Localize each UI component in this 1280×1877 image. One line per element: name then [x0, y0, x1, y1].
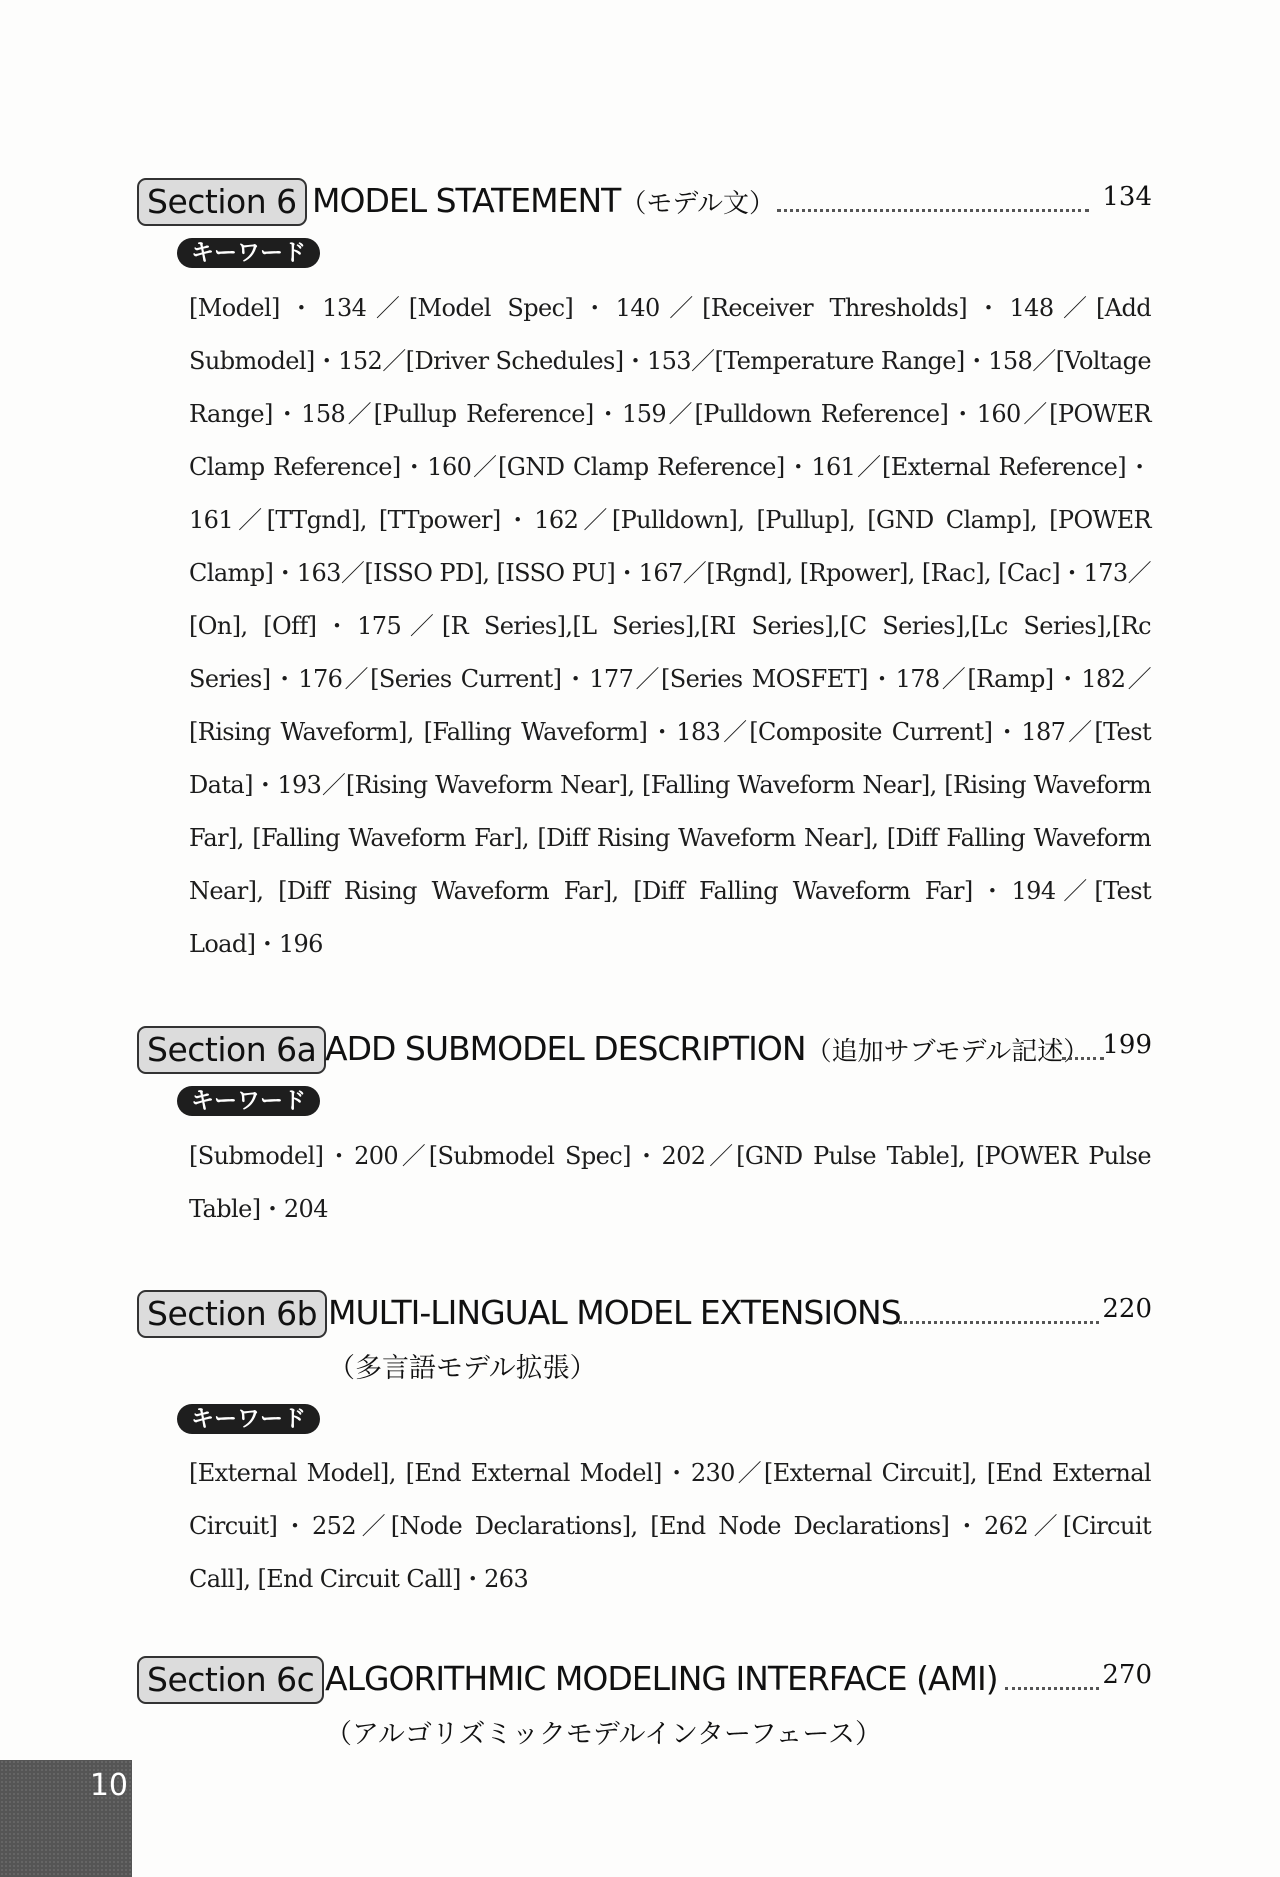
section-title-jp: （モデル文）	[620, 189, 776, 219]
keyword-label: キーワード	[177, 238, 320, 268]
keyword-list: [Model]・134／[Model Spec]・140／[Receiver Thresholds]・148／[Add Submodel]・152／[Driver Schedules]・153／[Temperature Range]・158／[Voltage Range]・158／[Pullup Reference]・159／[Pulldown Reference]・160／[POWER Clamp Reference]・160／[GND Clamp Reference]・161／[External Reference]・161／[TTgnd], [TTpower]・162／[Pulldown], [Pullup], [GND Clamp], [POWER Clamp]・163／[ISSO PD], [ISSO PU]・167／[Rgnd], [Rpower], [Rac], [Cac]・173／[On], [Off]・175／[R Series],[L Series],[RI Series],[C Series],[Lc Series],[Rc Series]・176／[Series Current]・177／[Series MOSFET]・178／[Ramp]・182／[Rising Waveform], [Falling Waveform]・183／[Composite Current]・187／[Test Data]・193／[Rising Waveform Near], [Falling Waveform Near], [Rising Waveform Far], [Falling Waveform Far], [Diff Rising Waveform Near], [Diff Falling Waveform Near], [Diff Rising Waveform Far], [Diff Falling Waveform Far]・194／[Test Load]・196	[189, 294, 1151, 958]
section-heading	[137, 1656, 1152, 1706]
section-title: ALGORITHMIC MODELING INTERFACE (AMI)	[325, 1659, 998, 1698]
section-subtitle-jp: （アルゴリズミックモデルインターフェース）	[325, 1719, 883, 1750]
section-title-jp: （追加サブモデル記述）	[805, 1037, 1090, 1067]
section-6	[137, 178, 1152, 958]
keyword-label: キーワード	[177, 1086, 320, 1116]
section-6c	[137, 1656, 1152, 1750]
section-heading	[137, 1290, 1152, 1340]
section-badge: Section 6	[137, 178, 307, 226]
leader-dots	[1062, 1057, 1104, 1060]
section-badge: Section 6b	[137, 1290, 327, 1338]
page-number: 270	[1102, 1660, 1152, 1690]
leader-dots	[1005, 1687, 1099, 1690]
keyword-list: [Submodel]・200／[Submodel Spec]・202／[GND Pulse Table], [POWER Pulse Table]・204	[189, 1142, 1151, 1223]
keyword-label: キーワード	[177, 1404, 320, 1434]
page-number: 134	[1102, 182, 1152, 212]
section-badge: Section 6a	[137, 1026, 326, 1074]
section-subtitle-jp: （多言語モデル拡張）	[328, 1353, 597, 1384]
folio-tab	[0, 1760, 132, 1877]
leader-dots	[777, 209, 1089, 212]
section-heading	[137, 1026, 1152, 1076]
page-number: 220	[1102, 1294, 1152, 1324]
section-6b	[137, 1290, 1152, 1593]
keyword-list: [External Model], [End External Model]・230／[External Circuit], [End External Circuit]・252／[Node Declarations], [End Node Declarations]・262／[Circuit Call], [End Circuit Call]・263	[189, 1459, 1151, 1593]
folio-number: 10	[89, 1768, 128, 1803]
section-badge: Section 6c	[137, 1656, 324, 1704]
section-6a	[137, 1026, 1152, 1223]
section-title: MODEL STATEMENT（モデル文）	[312, 181, 776, 220]
section-title: ADD SUBMODEL DESCRIPTION（追加サブモデル記述）	[325, 1029, 1090, 1068]
leader-dots	[899, 1321, 1099, 1324]
page-number: 199	[1102, 1030, 1152, 1060]
section-heading	[137, 178, 1152, 228]
section-title: MULTI-LINGUAL MODEL EXTENSIONS	[328, 1293, 901, 1332]
